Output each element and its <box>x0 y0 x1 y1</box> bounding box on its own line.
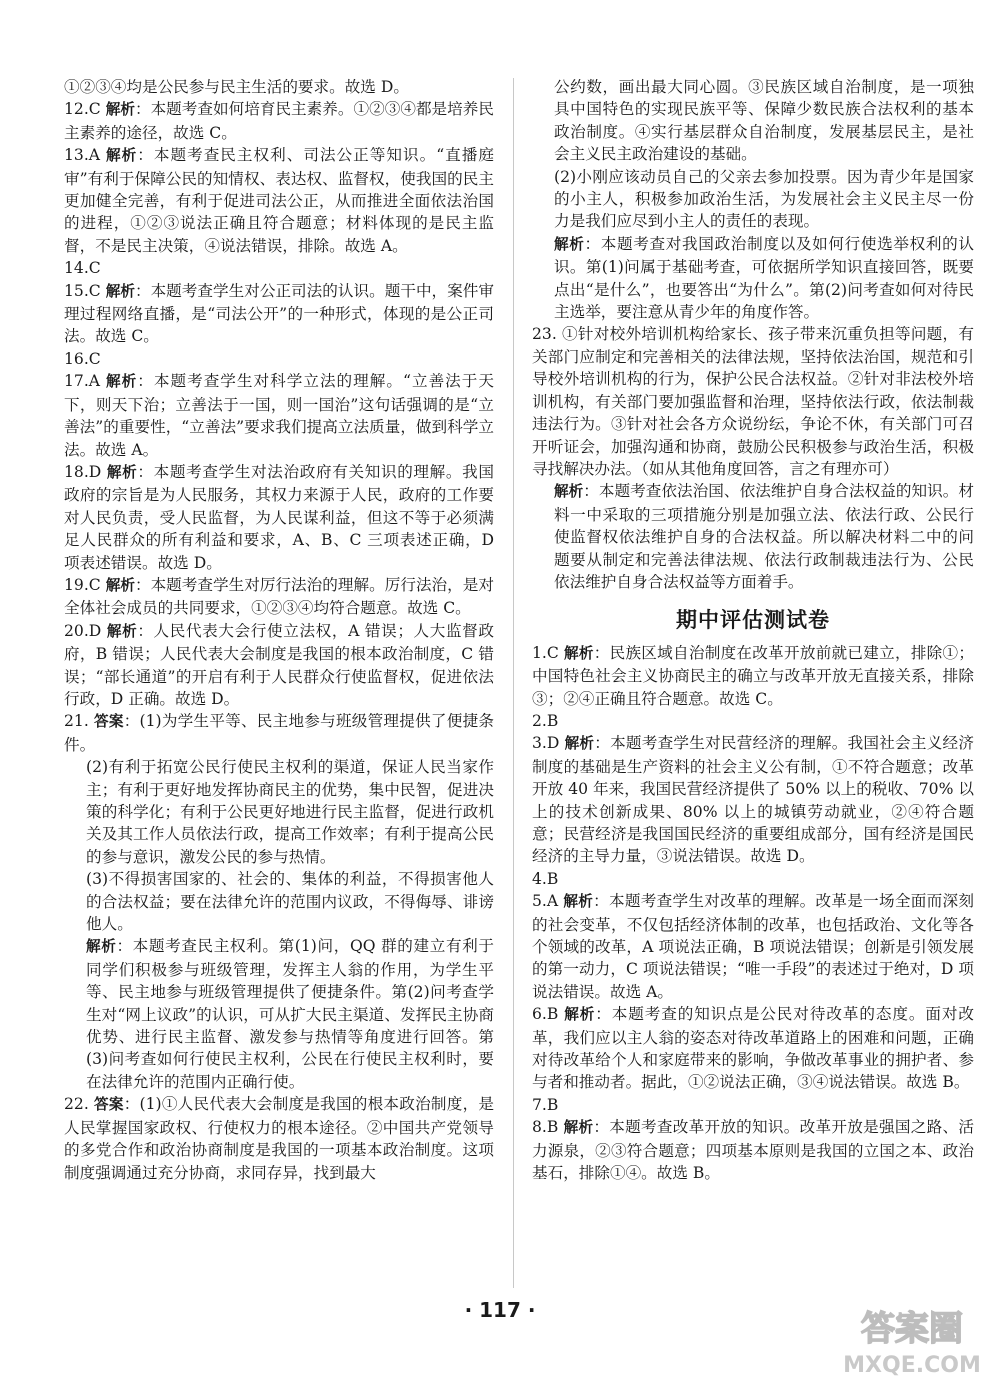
section-title: 期中评估测试卷 <box>676 608 830 633</box>
item-number: 23. <box>532 325 557 344</box>
answer-item <box>532 480 974 593</box>
item-text: ：(1)为学生平等、民主地参与班级管理提供了便捷条件。 <box>64 712 494 754</box>
item-text: ：本题考查依法治国、依法维护自身合法权益的知识。材料一中采取的三项措施分别是加强立法、依法行政、公民行使监督权依法维护自身的合法权益。所以解决材料二中的问题要从制定和完善法律法规、依法行政制裁违法行为、公民依法维护自身合法权益等方面着手。 <box>554 482 974 591</box>
midterm-items <box>532 642 974 1185</box>
item-text: ：本题考查学生对法治政府有关知识的理解。我国政府的宗旨是为人民服务，其权力来源于人民，政府的工作要对人民负责，受人民监督，为人民谋利益，但这不等于必须满足人民群众的所有利益和要求，A、B、C 三项表述正确，D 项表述错误。故选 D。 <box>64 462 494 572</box>
item-number: 21. <box>64 712 89 731</box>
item-number: 17.A <box>64 372 101 391</box>
item-text: ：民族区域自治制度在改革开放前就已建立，排除①；中国特色社会主义协商民主的确立与改革开放无直接关系，排除③；②④正确且符合题意。故选 C。 <box>532 643 974 708</box>
answer-item <box>64 144 494 257</box>
item-number: 20.D <box>64 621 102 640</box>
item-keyword: 解析 <box>564 735 595 753</box>
answer-item <box>64 461 494 574</box>
item-text: ：本题考查学生对民营经济的理解。我国社会主义经济制度的基础是生产资料的社会主义公有制，①不符合题意；改革开放 40 年来，我国民营经济提供了 50% 以上的税收、70% 以上的技术创新成果、80% 以上的城镇劳动就业，②④符合题意；民营经济是我国国民经济的重要组成部分，国有经济是国民经济的主导力量，③说法错误。故选 D。 <box>532 734 974 866</box>
answer-item <box>64 1093 494 1184</box>
item-keyword: 解析 <box>563 1119 594 1137</box>
item-text: ：(1)①人民代表大会制度是我国的根本政治制度，是人民掌握国家政权、行使权力的根本途径。②中国共产党领导的多党合作和政治协商制度是我国的一项基本政治制度。这项制度强调通过充分协商，求同存异，找到最大 <box>64 1095 494 1182</box>
watermark-text: 答案圈 <box>861 1309 963 1349</box>
item-text: (2)小刚应该动员自己的父亲去参加投票。因为青少年是国家的小主人，积极参加政治生活，为发展社会主义民主尽一份力是我们应尽到小主人的责任的表现。 <box>554 167 974 231</box>
item-number: 6.B <box>532 1005 559 1024</box>
item-text: 公约数，画出最大同心圆。③民族区域自治制度，是一项独具中国特色的实现民族平等、保障少数民族合法权利的基本政治制度。④实行基层群众自治制度，发展基层民主，是社会主义民主政治建设的基础。 <box>554 78 974 164</box>
item-keyword: 解析 <box>106 463 138 481</box>
right-column-items <box>532 76 974 593</box>
item-number: 1.C <box>532 643 559 662</box>
item-text: ：本题考查学生对公正司法的认识。题干中，案件审理过程网络直播，是“司法公开”的一种形式，体现的是公正司法。故选 C。 <box>64 281 494 346</box>
answer-item <box>532 710 974 732</box>
item-keyword: 解析 <box>106 373 138 391</box>
item-text: ：本题考查民主权利、司法公正等知识。“直播庭审”有利于保障公民的知情权、表达权、监督权，使我国的民主更加健全完善，有利于促进司法公正，从而推进全面依法治国的进程，①②③说法正确且符合题意；材料体现的是民主监督，不是民主决策，④说法错误，排除。故选 A。 <box>64 146 494 255</box>
answer-item <box>64 574 494 620</box>
item-keyword: 解析 <box>105 282 135 300</box>
answer-item <box>532 76 974 166</box>
answer-item <box>64 257 494 279</box>
answer-item <box>64 620 494 711</box>
item-keyword: 答案 <box>94 1096 124 1114</box>
watermark-url: MXQE.COM <box>843 1353 981 1378</box>
item-text: ：本题考查对我国政治制度以及如何行使选举权利的认识。第(1)问属于基础考查，可依据所学知识直接回答，既要点出“是什么”，也要答出“为什么”。第(2)问考查如何对待民主选举，要注意从青少年的角度作答。 <box>554 234 974 322</box>
item-text: ①②③④均是公民参与民主生活的要求。故选 D。 <box>64 78 409 96</box>
item-text: ①针对校外培训机构给家长、孩子带来沉重负担等问题，有关部门应制定和完善相关的法律法规，坚持依法治国，规范和引导校外培训机构的行为，保护公民合法权益。②针对非法校外培训机构，有关部门要加强监督和治理，坚持依法行政，依法制裁违法行为。③针对社会各方众说纷纭，争论不休，有关部门可召开听证会，加强沟通和协商，鼓励公民积极参与政治生活，积极寻找解决办法。（如从其他角度回答，言之有理亦可） <box>532 325 974 478</box>
item-number: 18.D <box>64 462 102 481</box>
answer-item <box>532 233 974 324</box>
answer-item <box>532 323 974 480</box>
answer-item <box>532 868 974 890</box>
item-number: 3.D <box>532 734 560 753</box>
item-keyword: 解析 <box>554 235 585 253</box>
item-keyword: 解析 <box>564 1006 596 1024</box>
item-text: ：人民代表大会行使立法权，A 错误；人大监督政府，B 错误；人民代表大会制度是我国的根本政治制度，C 错误；“部长通道”的开启有利于人民群众行使监督权，促进依法行政，D 正确。故选 D。 <box>64 621 494 708</box>
item-number: 19.C <box>64 575 101 594</box>
watermark-logo <box>832 1300 992 1380</box>
item-text: ：本题考查改革开放的知识。改革开放是强国之路、活力源泉，②③符合题意；四项基本原则是我国的立国之本、政治基石，排除①④。故选 B。 <box>532 1118 974 1183</box>
item-text: ：本题考查学生对厉行法治的理解。厉行法治，是对全体社会成员的共同要求，①②③④均符合题意。故选 C。 <box>64 575 494 618</box>
answer-item <box>532 642 974 710</box>
item-number: 15.C <box>64 281 101 300</box>
item-keyword: 解析 <box>564 644 594 662</box>
answer-item <box>64 98 494 144</box>
answer-item <box>532 732 974 867</box>
item-text: ：本题考查学生对科学立法的理解。“立善法于天下，则天下治；立善法于一国，则一国治”这句话强调的是“立善法”的重要性，“立善法”要求我们提高立法质量，做到科学立法。故选 A。 <box>64 372 494 459</box>
item-text: ：本题考查学生对改革的理解。改革是一场全面而深刻的社会变革，不仅包括经济体制的改革，也包括政治、文化等各个领域的改革，A 项说法正确，B 项说法错误；创新是引领发展的第一动力，C 项说法错误；“唯一手段”的表述过于绝对，D 项说法错误。故选 A。 <box>532 892 974 1001</box>
item-keyword: 解析 <box>86 938 117 956</box>
item-number: 12.C <box>64 100 101 119</box>
item-keyword: 解析 <box>105 101 135 119</box>
item-text: ：本题考查民主权利。第(1)问，QQ 群的建立有利于同学们积极参与班级管理，发挥主人翁的作用，为学生平等、民主地参与班级管理提供了便捷条件。第(2)问考查学生对“网上议政”的认识，可从扩大民主渠道、发挥民主协商优势、进行民主监督、激发参与热情等角度进行回答。第(3)问考查如何行使民主权利，公民在行使民主权利时，要在法律允许的范围内正确行使。 <box>86 937 494 1091</box>
item-number: 16.C <box>64 349 101 368</box>
answer-item <box>64 280 494 348</box>
answer-item <box>64 710 494 756</box>
item-keyword: 解析 <box>106 147 138 165</box>
answer-item <box>532 1003 974 1094</box>
item-text: ：本题考查如何培育民主素养。①②③④都是培养民主素养的途径，故选 C。 <box>64 100 494 142</box>
answer-item <box>532 1094 974 1116</box>
page-number: · 117 · <box>464 1298 536 1322</box>
item-keyword: 答案 <box>94 713 124 731</box>
answer-item <box>64 756 494 868</box>
answer-item <box>532 166 974 233</box>
item-text: (2)有利于拓宽公民行使民主权利的渠道，保证人民当家作主；有利于更好地发挥协商民主的优势，集中民智，促进决策的科学化；有利于公民更好地进行民主监督，促进行政机关及其工作人员依法行政，提高工作效率；有利于提高公民的参与意识，激发公民的参与热情。 <box>86 758 494 866</box>
item-text: ：本题考查的知识点是公民对待改革的态度。面对改革，我们应以主人翁的姿态对待改革道路上的困难和问题，正确对待改革给个人和家庭带来的影响，争做改革事业的拥护者、参与者和推动者。据此，①②说法正确，③④说法错误。故选 B。 <box>532 1005 974 1092</box>
item-keyword: 解析 <box>106 622 138 640</box>
item-number: 7.B <box>532 1095 559 1114</box>
column-divider <box>513 78 514 1288</box>
item-number: 5.A <box>532 892 559 911</box>
answer-item <box>532 890 974 1003</box>
answer-item <box>64 348 494 370</box>
left-column <box>64 76 494 1184</box>
item-number: 22. <box>64 1095 89 1114</box>
item-keyword: 解析 <box>554 483 584 501</box>
answer-item <box>64 370 494 461</box>
item-keyword: 解析 <box>105 576 135 594</box>
answer-item <box>64 76 494 98</box>
answer-item <box>64 868 494 935</box>
item-text: (3)不得损害国家的、社会的、集体的利益，不得损害他人的合法权益；要在法律允许的范围内议政，不得侮辱、诽谤他人。 <box>86 870 494 934</box>
item-number: 2.B <box>532 711 559 730</box>
answer-item <box>64 935 494 1093</box>
item-number: 8.B <box>532 1118 559 1137</box>
item-number: 14.C <box>64 259 101 278</box>
answer-item <box>532 1116 974 1184</box>
item-keyword: 解析 <box>563 893 594 911</box>
item-number: 4.B <box>532 869 559 888</box>
item-number: 13.A <box>64 146 101 165</box>
right-column <box>532 76 974 1185</box>
